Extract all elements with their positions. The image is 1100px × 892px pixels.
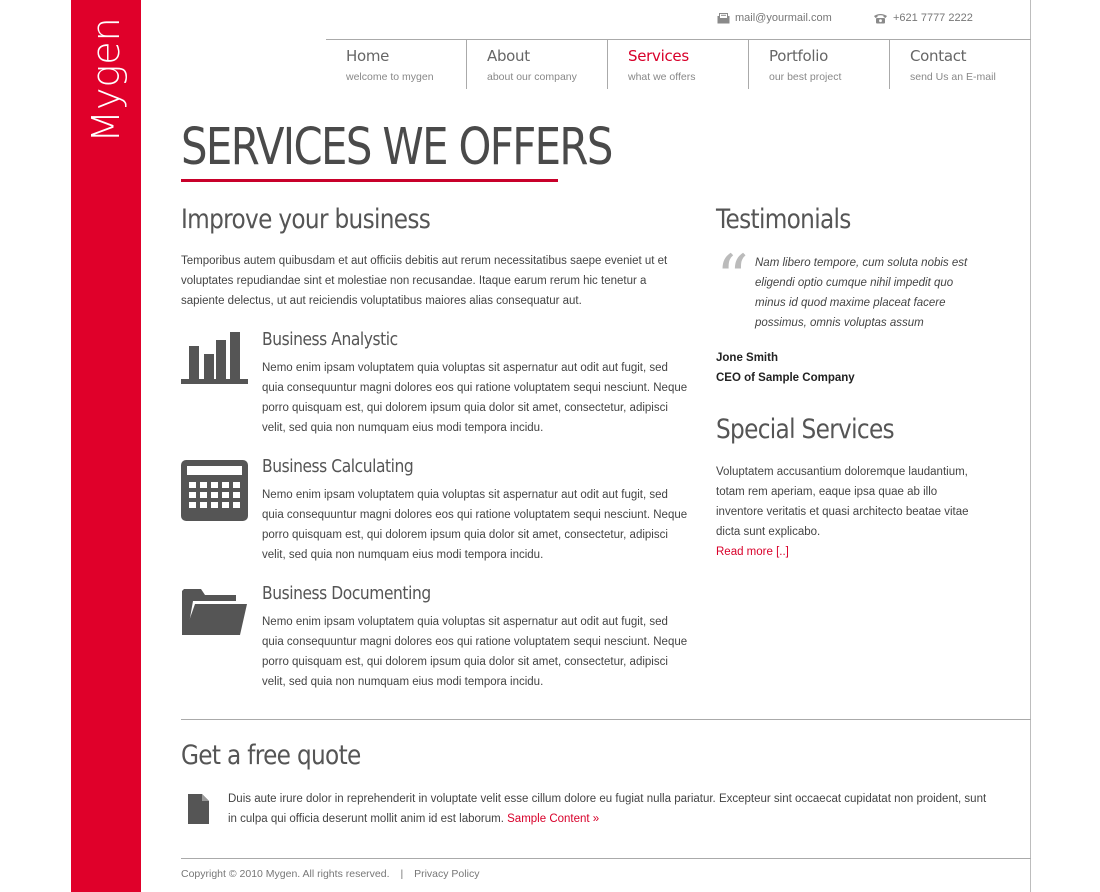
service-text: Nemo enim ipsam voluptatem quia voluptas sit aspernatur aut odit aut fugit, sed quia consequuntur magni dolores eos qui ratione voluptatem sequi nesciunt. Neque porro quisquam est, qui dolorem ipsum quia dolor sit amet, consectetur, adipisci velit, sed quia non numquam eius modi tempora incidu. [262, 362, 688, 434]
service-text: Nemo enim ipsam voluptatem quia voluptas sit aspernatur aut odit aut fugit, sed quia consequuntur magni dolores eos qui ratione voluptatem sequi nesciunt. Neque porro quisquam est, qui dolorem ipsum quia dolor sit amet, consectetur, adipisci velit, sed quia non numquam eius modi tempora incidu. [262, 489, 688, 561]
privacy-policy-link[interactable]: Privacy Policy [414, 868, 480, 880]
free-quote-body: Duis aute irure dolor in reprehenderit in voluptate velit esse cillum dolore eu fugiat nulla pariatur. Excepteur sint occaecat cupidatat non proident, sunt in culpa qui officia deserunt mollit anim id est laborum. [228, 793, 987, 825]
testimonial-role: CEO of Sample Company [716, 372, 855, 384]
service-title: Business Documenting [262, 583, 431, 604]
improve-intro: Temporibus autem quibusdam et aut officiis debitis aut rerum necessitatibus saepe eveniet ut et voluptates repudiandae sint et molestiae non recusandae. Itaque earum rerum hic tenetur a sapiente delectus, ut aut reiciendis voluptatibus maiores alias consequatur aut. [181, 255, 668, 307]
document-icon [188, 794, 209, 824]
read-more-link[interactable]: Read more [..] [716, 546, 789, 558]
nav-item-subtitle: our best project [769, 71, 842, 83]
testimonial-quote: Nam libero tempore, cum soluta nobis est eligendi optio cumque nihil impedit quo minus id quod maxime placeat facere possimus, omnis voluptas assum [755, 257, 968, 329]
site-logo[interactable]: Mygen [84, 17, 128, 143]
nav-item-services[interactable] [608, 40, 749, 89]
main-nav [326, 40, 1031, 89]
service-title: Business Calculating [262, 456, 414, 477]
footer [181, 868, 479, 880]
nav-item-subtitle: welcome to mygen [346, 71, 434, 83]
nav-item-title: Home [346, 47, 390, 65]
nav-item-contact[interactable] [890, 40, 1031, 89]
special-services-body: Voluptatem accusantium doloremque laudantium, totam rem aperiam, eaque ipsa quae ab illo inventore veritatis et quasi architecto beatae vitae dicta sunt explicabo. [716, 466, 969, 538]
free-quote-text [228, 789, 988, 829]
quote-mark-icon: “ [716, 242, 749, 316]
copyright-text: Copyright © 2010 Mygen. All rights reserved. [181, 868, 390, 880]
phone-icon [873, 13, 888, 24]
nav-item-portfolio[interactable] [749, 40, 890, 89]
right-border [1030, 0, 1031, 892]
free-quote-heading: Get a free quote [181, 740, 361, 771]
special-services-heading: Special Services [716, 414, 894, 445]
nav-item-home[interactable] [326, 40, 467, 89]
nav-item-about[interactable] [467, 40, 608, 89]
footer-divider [181, 858, 1031, 859]
nav-item-subtitle: what we offers [628, 71, 696, 83]
nav-item-title: Portfolio [769, 47, 829, 65]
envelope-icon [717, 13, 730, 24]
footer-separator: | [400, 868, 404, 880]
service-text: Nemo enim ipsam voluptatem quia voluptas sit aspernatur aut odit aut fugit, sed quia consequuntur magni dolores eos qui ratione voluptatem sequi nesciunt. Neque porro quisquam est, qui dolorem ipsum quia dolor sit amet, consectetur, adipisci velit, sed quia non numquam eius modi tempora incidu. [262, 616, 688, 688]
header-phone-text: +621 7777 2222 [893, 12, 973, 24]
nav-item-title: About [487, 47, 530, 65]
header-phone[interactable] [873, 12, 973, 24]
title-underline [181, 179, 558, 182]
nav-item-title: Contact [910, 47, 967, 65]
header-email[interactable] [717, 12, 832, 24]
header-email-text: mail@yourmail.com [735, 12, 832, 24]
bar-chart-icon [181, 332, 248, 385]
nav-item-title: Services [628, 47, 689, 65]
sample-content-link[interactable]: Sample Content » [507, 813, 600, 825]
special-services-text [716, 462, 976, 562]
improve-heading: Improve your business [181, 204, 431, 235]
service-title: Business Analystic [262, 329, 398, 350]
testimonials-heading: Testimonials [716, 204, 851, 235]
nav-item-subtitle: send Us an E-mail [910, 71, 996, 83]
folder-open-icon [181, 587, 248, 637]
calculator-icon [181, 460, 248, 521]
nav-item-subtitle: about our company [487, 71, 577, 83]
section-divider [181, 719, 1031, 720]
testimonial-author: Jone Smith [716, 352, 778, 364]
page-title: SERVICES WE OFFERS [181, 118, 612, 177]
